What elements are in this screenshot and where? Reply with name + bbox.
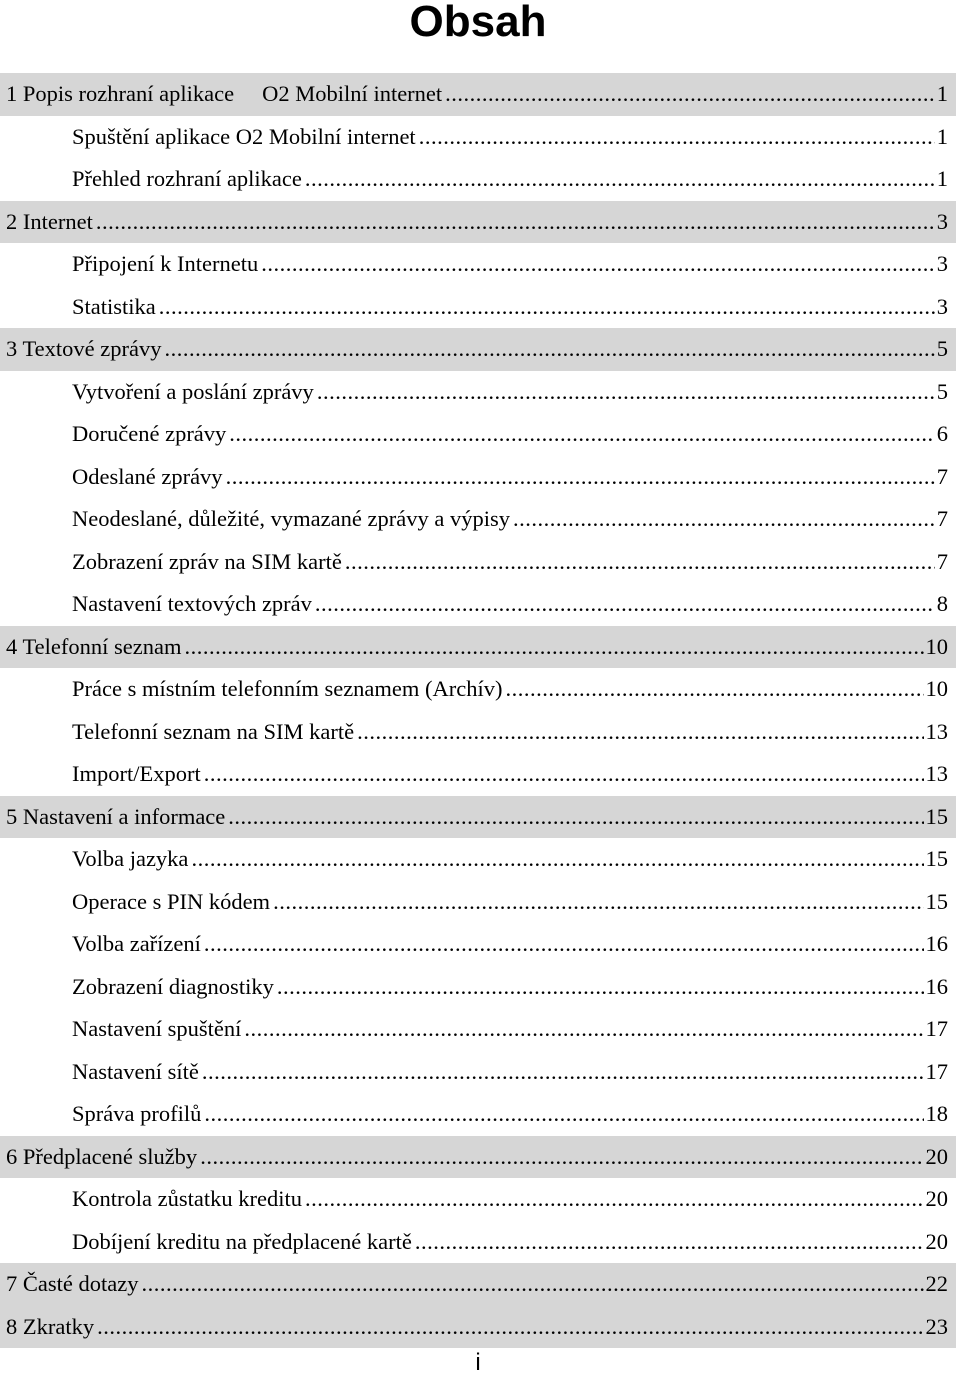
toc-entry-label: 2 Internet (6, 208, 93, 234)
dot-leader (204, 931, 924, 957)
dot-leader (513, 506, 935, 532)
toc-entry-page-number: 7 (936, 548, 948, 574)
table-of-contents (0, 73, 956, 1348)
toc-chapter-entry[interactable] (0, 796, 956, 839)
toc-entry-page-number: 6 (936, 421, 948, 447)
toc-chapter-entry[interactable] (0, 1136, 956, 1179)
dot-leader (141, 1271, 923, 1297)
toc-entry-label: Vytvoření a poslání zprávy (72, 378, 314, 404)
toc-entry-page-number: 17 (925, 1016, 948, 1042)
toc-section-entry[interactable] (0, 583, 956, 626)
toc-entry-page-number: 1 (936, 123, 948, 149)
toc-section-entry[interactable] (0, 966, 956, 1009)
toc-entry-label: Spuštění aplikace O2 Mobilní internet (72, 123, 416, 149)
dot-leader (164, 336, 934, 362)
page-title: Obsah (409, 0, 547, 46)
toc-section-entry[interactable] (0, 456, 956, 499)
toc-entry-label: Neodeslané, důležité, vymazané zprávy a výpisy (72, 506, 510, 532)
toc-entry-page-number: 23 (925, 1313, 948, 1339)
toc-chapter-entry[interactable] (0, 328, 956, 371)
toc-entry-label: Statistika (72, 293, 156, 319)
dot-leader (191, 846, 923, 872)
toc-entry-page-number: 15 (925, 888, 948, 914)
toc-entry-page-number: 13 (925, 718, 948, 744)
toc-entry-page-number: 5 (936, 336, 948, 362)
dot-leader (317, 379, 935, 405)
dot-leader (229, 421, 934, 447)
toc-entry-page-number: 20 (925, 1228, 948, 1254)
dot-leader (184, 634, 923, 660)
toc-entry-page-number: 20 (925, 1143, 948, 1169)
toc-section-entry[interactable] (0, 668, 956, 711)
toc-entry-label: Nastavení textových zpráv (72, 591, 312, 617)
dot-leader (415, 1229, 924, 1255)
toc-section-entry[interactable] (0, 753, 956, 796)
toc-entry-label: Import/Export (72, 761, 201, 787)
toc-entry-page-number: 7 (936, 506, 948, 532)
toc-entry-page-number: 3 (936, 251, 948, 277)
dot-leader (315, 591, 935, 617)
dot-leader (97, 1314, 923, 1340)
toc-section-entry[interactable] (0, 1008, 956, 1051)
dot-leader (345, 549, 935, 575)
toc-chapter-entry[interactable] (0, 626, 956, 669)
toc-entry-label: Odeslané zprávy (72, 463, 223, 489)
toc-section-entry[interactable] (0, 158, 956, 201)
toc-entry-label: 8 Zkratky (6, 1313, 95, 1339)
toc-section-entry[interactable] (0, 1051, 956, 1094)
toc-entry-label: Telefonní seznam na SIM kartě (72, 718, 355, 744)
toc-entry-label: Práce s místním telefonním seznamem (Archív) (72, 676, 503, 702)
toc-entry-label: 1 Popis rozhraní aplikace O2 Mobilní internet (6, 81, 443, 107)
toc-entry-label: Připojení k Internetu (72, 251, 259, 277)
dot-leader (357, 719, 923, 745)
toc-entry-label: Operace s PIN kódem (72, 888, 271, 914)
toc-entry-page-number: 16 (925, 931, 948, 957)
toc-entry-page-number: 15 (925, 803, 948, 829)
toc-entry-label: 5 Nastavení a informace (6, 803, 226, 829)
toc-chapter-entry[interactable] (0, 201, 956, 244)
toc-entry-label: Dobíjení kreditu na předplacené kartě (72, 1228, 412, 1254)
toc-entry-label: 4 Telefonní seznam (6, 633, 182, 659)
toc-section-entry[interactable] (0, 413, 956, 456)
toc-entry-label: 7 Časté dotazy (6, 1271, 139, 1297)
toc-entry-label: Zobrazení zpráv na SIM kartě (72, 548, 342, 574)
dot-leader (277, 974, 924, 1000)
toc-section-entry[interactable] (0, 1221, 956, 1264)
toc-entry-page-number: 3 (936, 293, 948, 319)
toc-entry-page-number: 8 (936, 591, 948, 617)
dot-leader (200, 1144, 923, 1170)
toc-entry-page-number: 10 (925, 676, 948, 702)
toc-section-entry[interactable] (0, 1093, 956, 1136)
toc-entry-label: Kontrola zůstatku kreditu (72, 1186, 302, 1212)
toc-entry-label: 6 Předplacené služby (6, 1143, 198, 1169)
toc-entry-page-number: 10 (925, 633, 948, 659)
dot-leader (96, 209, 935, 235)
toc-entry-page-number: 17 (925, 1058, 948, 1084)
dot-leader (202, 1059, 924, 1085)
toc-entry-label: Správa profilů (72, 1101, 202, 1127)
toc-entry-label: Zobrazení diagnostiky (72, 973, 274, 999)
dot-leader (506, 676, 924, 702)
toc-entry-page-number: 18 (925, 1101, 948, 1127)
toc-entry-page-number: 1 (936, 81, 948, 107)
toc-entry-label: Nastavení sítě (72, 1058, 199, 1084)
toc-entry-page-number: 22 (925, 1271, 948, 1297)
dot-leader (261, 251, 935, 277)
toc-entry-label: Volba zařízení (72, 931, 201, 957)
toc-entry-label: Doručené zprávy (72, 421, 227, 447)
toc-chapter-entry[interactable] (0, 73, 956, 116)
dot-leader (204, 1101, 923, 1127)
toc-entry-label: Nastavení spuštění (72, 1016, 242, 1042)
toc-section-entry[interactable] (0, 923, 956, 966)
toc-entry-page-number: 15 (925, 846, 948, 872)
toc-entry-page-number: 3 (936, 208, 948, 234)
toc-entry-page-number: 13 (925, 761, 948, 787)
toc-section-entry[interactable] (0, 286, 956, 329)
dot-leader (273, 889, 923, 915)
toc-entry-label: Přehled rozhraní aplikace (72, 166, 302, 192)
toc-entry-page-number: 7 (936, 463, 948, 489)
toc-entry-page-number: 16 (925, 973, 948, 999)
toc-section-entry[interactable] (0, 498, 956, 541)
dot-leader (445, 81, 935, 107)
dot-leader (226, 464, 935, 490)
toc-section-entry[interactable] (0, 838, 956, 881)
dot-leader (159, 294, 935, 320)
dot-leader (305, 166, 935, 192)
dot-leader (419, 124, 935, 150)
page-number: i (475, 1349, 481, 1376)
toc-section-entry[interactable] (0, 1178, 956, 1221)
toc-section-entry[interactable] (0, 711, 956, 754)
toc-section-entry[interactable] (0, 541, 956, 584)
dot-leader (204, 761, 924, 787)
toc-chapter-entry[interactable] (0, 1306, 956, 1349)
dot-leader (228, 804, 923, 830)
toc-entry-page-number: 20 (925, 1186, 948, 1212)
toc-entry-page-number: 5 (936, 378, 948, 404)
toc-section-entry[interactable] (0, 116, 956, 159)
toc-chapter-entry[interactable] (0, 1263, 956, 1306)
toc-section-entry[interactable] (0, 243, 956, 286)
toc-entry-label: Volba jazyka (72, 846, 189, 872)
toc-entry-page-number: 1 (936, 166, 948, 192)
toc-section-entry[interactable] (0, 371, 956, 414)
dot-leader (305, 1186, 924, 1212)
toc-entry-label: 3 Textové zprávy (6, 336, 162, 362)
toc-section-entry[interactable] (0, 881, 956, 924)
dot-leader (244, 1016, 923, 1042)
